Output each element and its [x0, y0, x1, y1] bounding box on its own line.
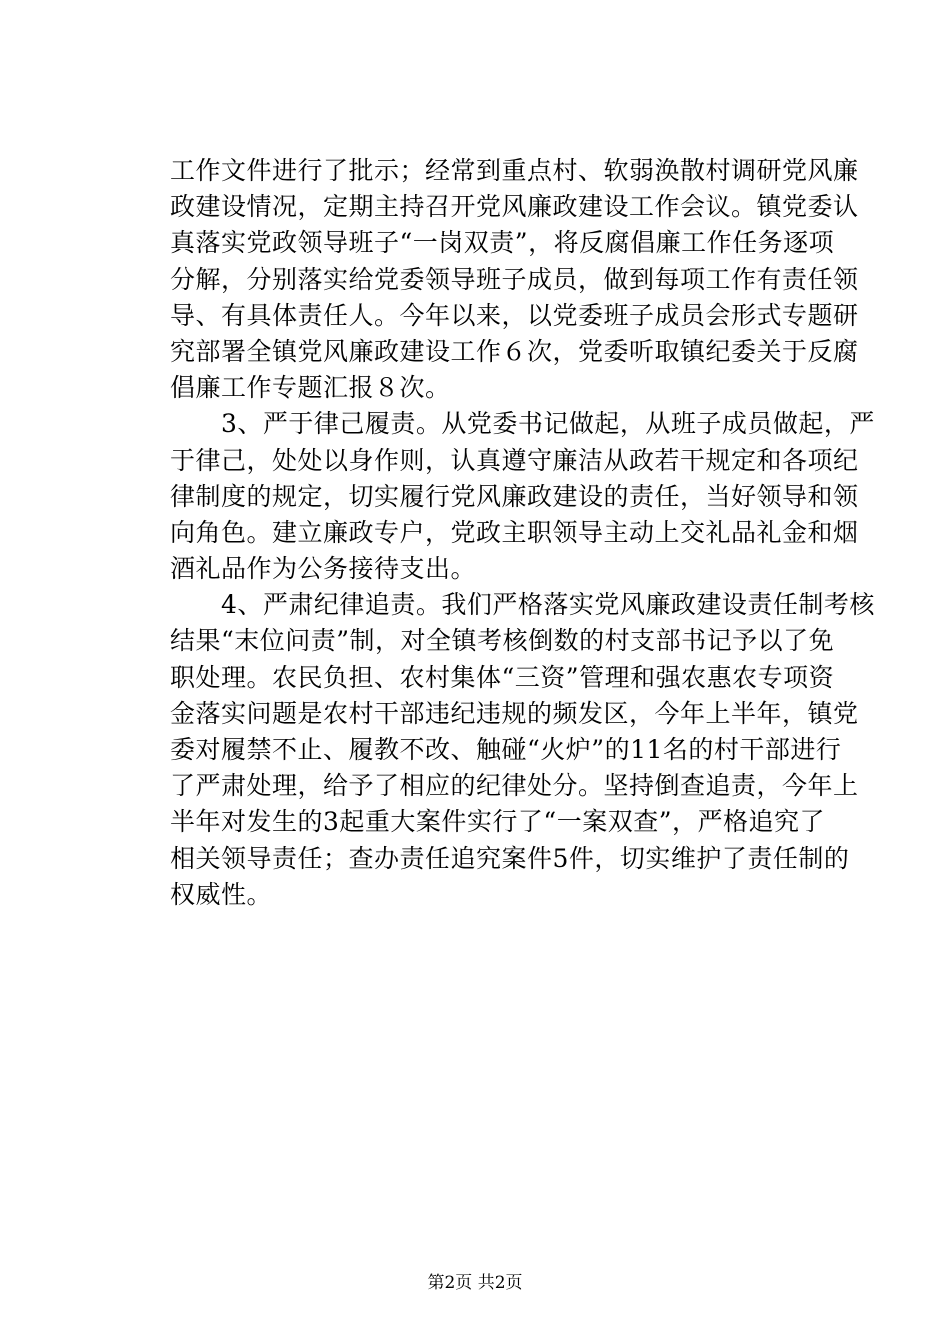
text-line: 导、有具体责任人。今年以来，以党委班子成员会形式专题研: [170, 300, 859, 330]
text-line: 于律己，处处以身作则，认真遵守廉洁从政若干规定和各项纪: [170, 445, 859, 475]
text-line: 酒礼品作为公务接待支出。: [170, 554, 477, 584]
text-line: 了严肃处理，给予了相应的纪律处分。坚持倒查追责，今年上: [170, 771, 859, 801]
text-line: 究部署全镇党风廉政建设工作６次，党委听取镇纪委关于反腐: [170, 336, 859, 366]
text-line: 真落实党政领导班子“一岗双责”，将反腐倡廉工作任务逐项: [170, 228, 835, 258]
text-line: 工作文件进行了批示；经常到重点村、软弱涣散村调研党风廉: [170, 156, 859, 185]
text-line: 律制度的规定，切实履行党风廉政建设的责任，当好领导和领: [170, 481, 859, 511]
page-number-footer: 第2页 共2页: [427, 1273, 523, 1293]
text-line: 结果“末位问责”制，对全镇考核倒数的村支部书记予以了免: [170, 626, 835, 656]
text-line: 金落实问题是农村干部违纪违规的频发区，今年上半年，镇党: [170, 698, 859, 728]
text-line: 相关领导责任；查办责任追究案件5件，切实维护了责任制的: [170, 843, 850, 873]
paragraph-3-heading-line: 3、严于律己履责。从党委书记做起，从班子成员做起，严: [170, 409, 875, 439]
text-line: 半年对发生的3起重大案件实行了“一案双查”，严格追究了: [170, 807, 825, 837]
paragraph-4-heading-line: 4、严肃纪律追责。我们严格落实党风廉政建设责任制考核: [170, 590, 875, 620]
text-line: 分解，分别落实给党委领导班子成员，做到每项工作有责任领: [170, 264, 859, 294]
body-text: [170, 153, 875, 913]
text-line: 倡廉工作专题汇报８次。: [170, 373, 451, 403]
text-line: 权威性。: [170, 879, 273, 909]
text-line: 职处理。农民负担、农村集体“三资”管理和强农惠农专项资: [170, 662, 835, 692]
text-line: 政建设情况，定期主持召开党风廉政建设工作会议。镇党委认: [170, 192, 859, 222]
text-line: 委对履禁不止、履教不改、触碰“火炉”的11名的村干部进行: [170, 735, 842, 764]
text-line: 向角色。建立廉政专户，党政主职领导主动上交礼品礼金和烟: [170, 517, 859, 547]
